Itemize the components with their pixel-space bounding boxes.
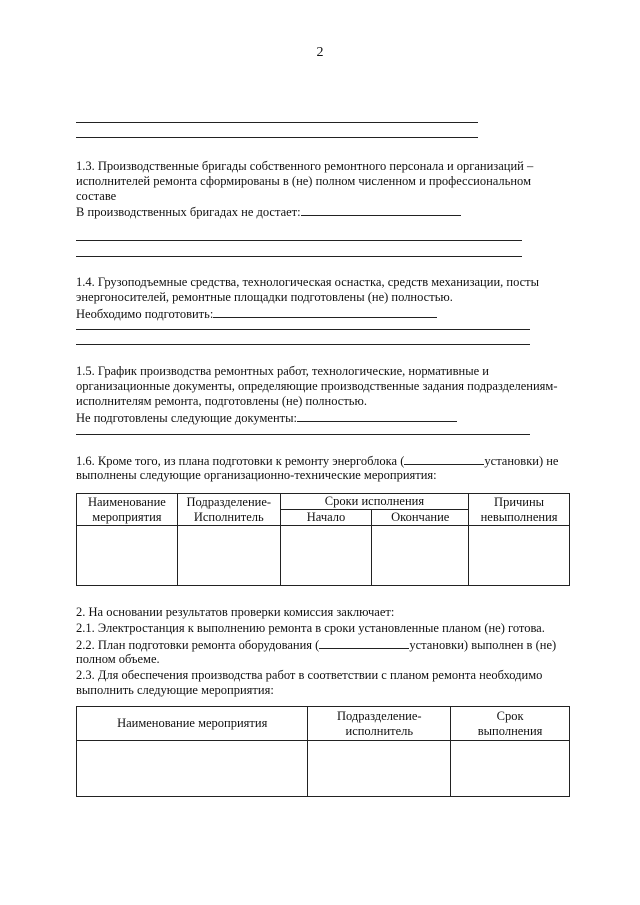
- section-1-4-line-1: 1.4. Грузоподъемные средства, технологическая оснастка, средств механизации, посты: [76, 275, 540, 289]
- table-row: [77, 741, 570, 797]
- required-measures-table: [76, 706, 570, 797]
- col-terms-header: Сроки исполнения: [280, 494, 468, 510]
- section-1-4-line-3: [76, 305, 576, 322]
- blank-line: [76, 434, 530, 435]
- blank-line: [76, 137, 478, 138]
- col-deadline-header: Срок выполнения: [451, 707, 570, 741]
- table-row: [77, 526, 570, 586]
- col-start-header: Начало: [280, 510, 372, 526]
- table-cell[interactable]: [308, 741, 451, 797]
- col-executor-header: Подразделение- исполнитель: [308, 707, 451, 741]
- docs-label: Не подготовлены следующие документы:: [76, 411, 298, 425]
- table-cell[interactable]: [177, 526, 280, 586]
- page-number: 2: [316, 45, 324, 60]
- missing-staff-field[interactable]: [301, 203, 461, 216]
- missing-staff-label: В производственных бригадах не достает:: [76, 205, 301, 219]
- need-prepare-label: Необходимо подготовить:: [76, 307, 214, 321]
- section-1-4-line-2: энергоносителей, ремонтные площадки подготовлены (не) полностью.: [76, 290, 453, 304]
- table-cell[interactable]: [280, 526, 372, 586]
- col-name-header: Наименование мероприятия: [77, 494, 178, 526]
- section-1-3-line-1: 1.3. Производственные бригады собственного ремонтного персонала и организаций –: [76, 159, 534, 173]
- col-unit-header: Подразделение- Исполнитель: [177, 494, 280, 526]
- blank-line: [76, 122, 478, 123]
- table-cell[interactable]: [451, 741, 570, 797]
- section-1-6-line-2: выполнены следующие организационно-технические мероприятия:: [76, 468, 437, 482]
- table-cell[interactable]: [77, 741, 308, 797]
- blank-line: [76, 256, 522, 257]
- section-1-5-line-2: организационные документы, определяющие производственные задания подразделениям-: [76, 379, 558, 393]
- docs-field[interactable]: [297, 409, 457, 422]
- section-2-line-6: выполнить следующие мероприятия:: [76, 683, 274, 697]
- col-reasons-header: Причины невыполнения: [469, 494, 570, 526]
- section-1-3-line-3: составе: [76, 189, 117, 203]
- table-cell[interactable]: [372, 526, 469, 586]
- section-1-5-line-4: [76, 409, 576, 426]
- col-end-header: Окончание: [372, 510, 469, 526]
- blank-line: [76, 240, 522, 241]
- section-2-line-5: 2.3. Для обеспечения производства работ в соответствии с планом ремонта необходимо: [76, 668, 543, 682]
- section-2-line-1: 2. На основании результатов проверки комиссия заключает:: [76, 605, 395, 619]
- section-1-6-line-1: 1.6. Кроме того, из плана подготовки к ремонту энергоблока ( установки) не: [76, 454, 559, 468]
- section-2-line-2: 2.1. Электростанция к выполнению ремонта в сроки установленные планом (не) готова.: [76, 621, 545, 635]
- power-unit-field[interactable]: [404, 452, 484, 465]
- col-measure-name-header: Наименование мероприятия: [77, 707, 308, 741]
- section-1-5-line-3: исполнителям ремонта, подготовлены (не) полностью.: [76, 394, 367, 408]
- blank-line: [76, 344, 530, 345]
- section-1-3-line-4: [76, 203, 576, 220]
- section-2-line-4: полном объеме.: [76, 652, 160, 666]
- section-1-3-line-2: исполнителей ремонта сформированы в (не) полном численном и профессиональном: [76, 174, 531, 188]
- need-prepare-field[interactable]: [213, 305, 437, 318]
- section-2-line-3: 2.2. План подготовки ремонта оборудования ( установки) выполнен в (не): [76, 638, 557, 652]
- blank-line: [76, 329, 530, 330]
- equipment-unit-field[interactable]: [319, 636, 409, 649]
- table-cell[interactable]: [77, 526, 178, 586]
- section-1-5-line-1: 1.5. График производства ремонтных работ, технологические, нормативные и: [76, 364, 489, 378]
- unfulfilled-measures-table: [76, 493, 570, 586]
- table-cell[interactable]: [469, 526, 570, 586]
